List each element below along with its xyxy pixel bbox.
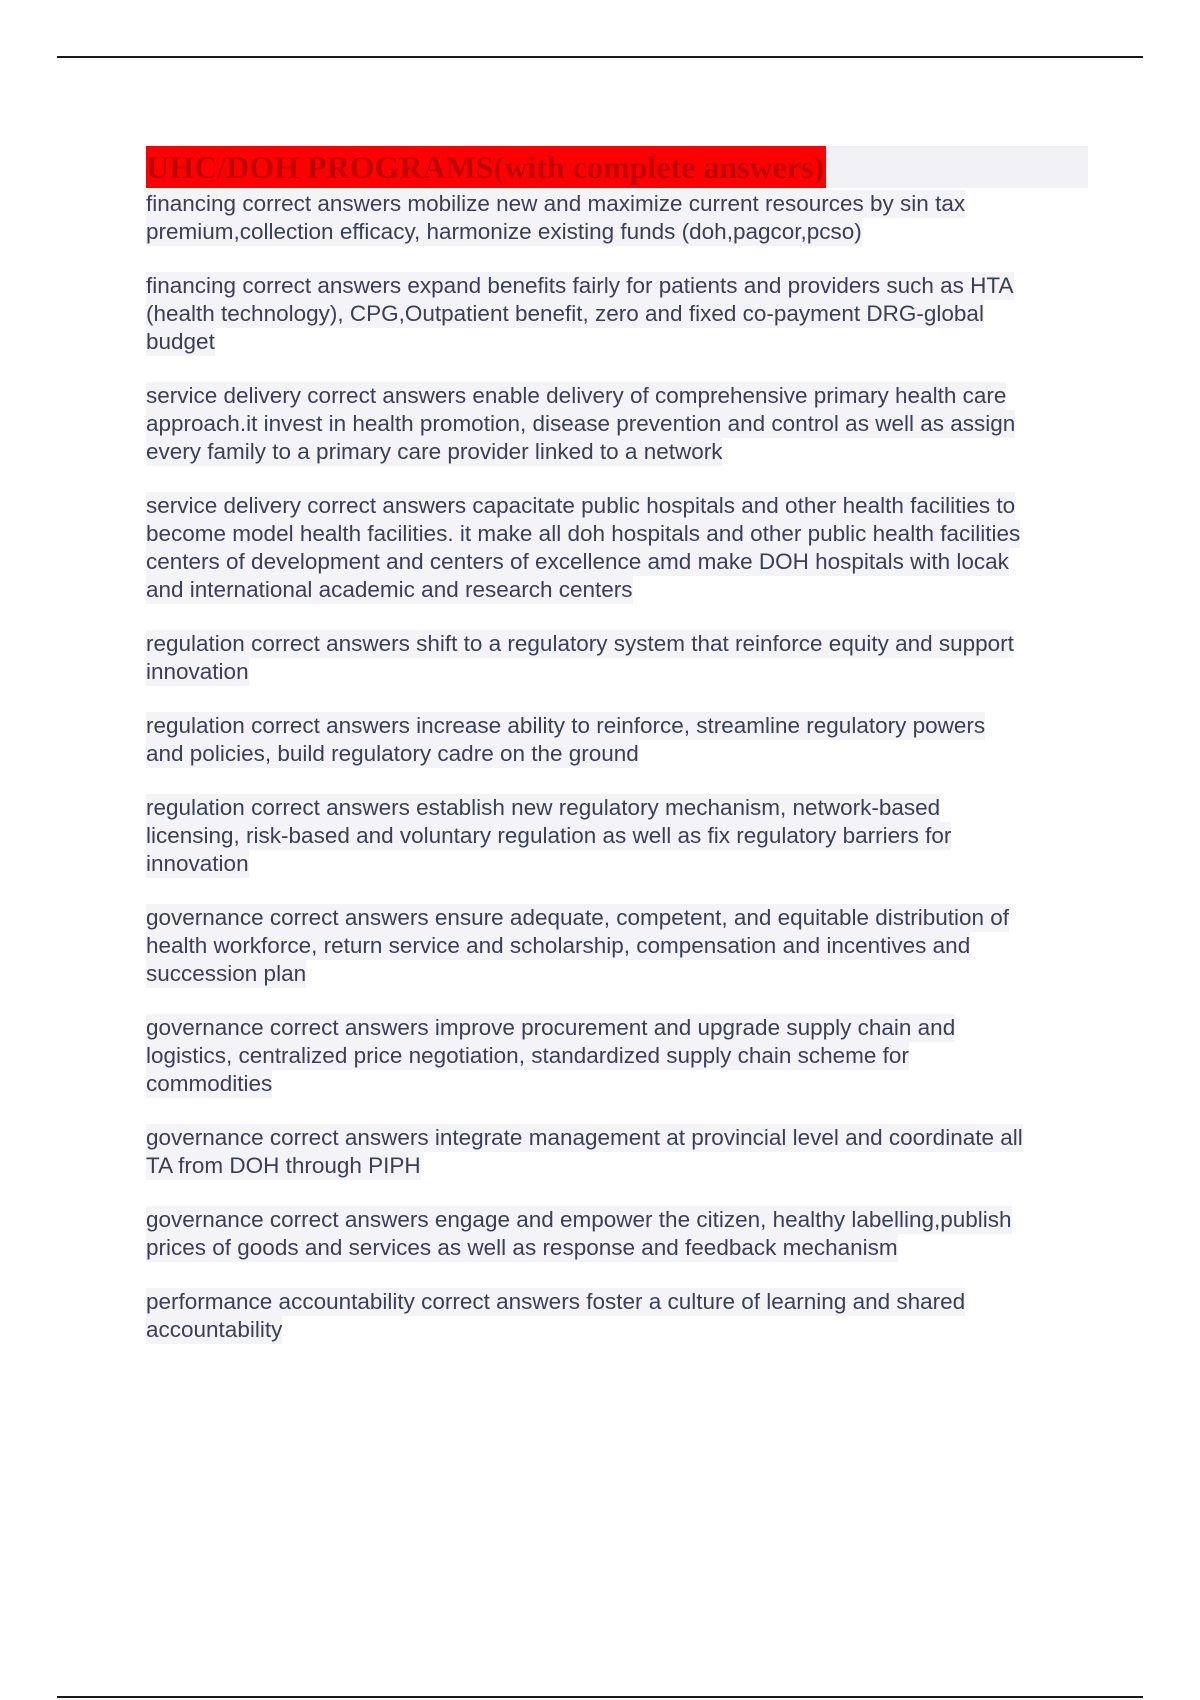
entry-line: prices of goods and services as well as response and feedback mechanism	[146, 1235, 898, 1260]
entry-line: service delivery correct answers capacitate public hospitals and other health facilities to	[146, 493, 1016, 518]
answer-entry-regulation-1	[146, 630, 1088, 686]
entry-line: governance correct answers ensure adequate, competent, and equitable distribution of	[146, 905, 1010, 930]
answer-entry-governance-1	[146, 904, 1088, 988]
entry-line: innovation	[146, 659, 249, 684]
entry-line: logistics, centralized price negotiation, standardized supply chain scheme for	[146, 1043, 909, 1068]
entry-line: succession plan	[146, 961, 307, 986]
entry-line: licensing, risk-based and voluntary regulation as well as fix regulatory barriers for	[146, 823, 952, 848]
entry-line: regulation correct answers increase ability to reinforce, streamline regulatory powers	[146, 713, 986, 738]
entry-line: every family to a primary care provider linked to a network	[146, 439, 723, 464]
answer-entry-governance-4	[146, 1206, 1088, 1262]
footer-rule	[57, 1696, 1143, 1698]
entry-line: premium,collection efficacy, harmonize existing funds (doh,pagcor,pcso)	[146, 219, 862, 244]
entry-line: budget	[146, 329, 215, 354]
answer-entry-regulation-3	[146, 794, 1088, 878]
entry-list	[146, 190, 1088, 1344]
answer-entry-service-delivery-2	[146, 492, 1088, 604]
entry-line: financing correct answers expand benefits fairly for patients and providers such as HTA	[146, 273, 1014, 298]
entry-line: service delivery correct answers enable delivery of comprehensive primary health care	[146, 383, 1007, 408]
entry-line: governance correct answers integrate management at provincial level and coordinate all	[146, 1125, 1023, 1150]
entry-line: commodities	[146, 1071, 273, 1096]
title-band	[146, 146, 1088, 188]
answer-entry-performance-accountability-1	[146, 1288, 1088, 1344]
entry-line: financing correct answers mobilize new and maximize current resources by sin tax	[146, 191, 966, 216]
entry-line: and international academic and research centers	[146, 577, 633, 602]
entry-line: (health technology), CPG,Outpatient benefit, zero and fixed co-payment DRG-global	[146, 301, 984, 326]
answer-entry-financing-2	[146, 272, 1088, 356]
entry-line: governance correct answers engage and empower the citizen, healthy labelling,publish	[146, 1207, 1012, 1232]
entry-line: regulation correct answers establish new regulatory mechanism, network-based	[146, 795, 941, 820]
entry-line: health workforce, return service and scholarship, compensation and incentives and	[146, 933, 971, 958]
entry-line: accountability	[146, 1317, 283, 1342]
answer-entry-service-delivery-1	[146, 382, 1088, 466]
answer-entry-governance-3	[146, 1124, 1088, 1180]
entry-line: performance accountability correct answers foster a culture of learning and shared	[146, 1289, 966, 1314]
entry-line: and policies, build regulatory cadre on the ground	[146, 741, 639, 766]
entry-line: regulation correct answers shift to a regulatory system that reinforce equity and support	[146, 631, 1014, 656]
document-body	[146, 146, 1088, 1370]
answer-entry-financing-1	[146, 190, 1088, 246]
answer-entry-regulation-2	[146, 712, 1088, 768]
entry-line: innovation	[146, 851, 249, 876]
entry-line: centers of development and centers of excellence amd make DOH hospitals with locak	[146, 549, 1009, 574]
answer-entry-governance-2	[146, 1014, 1088, 1098]
page-title: UHC/DOH PROGRAMS(with complete answers)	[146, 146, 826, 188]
entry-line: TA from DOH through PIPH	[146, 1153, 421, 1178]
entry-line: become model health facilities. it make all doh hospitals and other public health facilities	[146, 521, 1021, 546]
entry-line: governance correct answers improve procurement and upgrade supply chain and	[146, 1015, 956, 1040]
header-rule	[57, 56, 1143, 58]
entry-line: approach.it invest in health promotion, disease prevention and control as well as assign	[146, 411, 1016, 436]
